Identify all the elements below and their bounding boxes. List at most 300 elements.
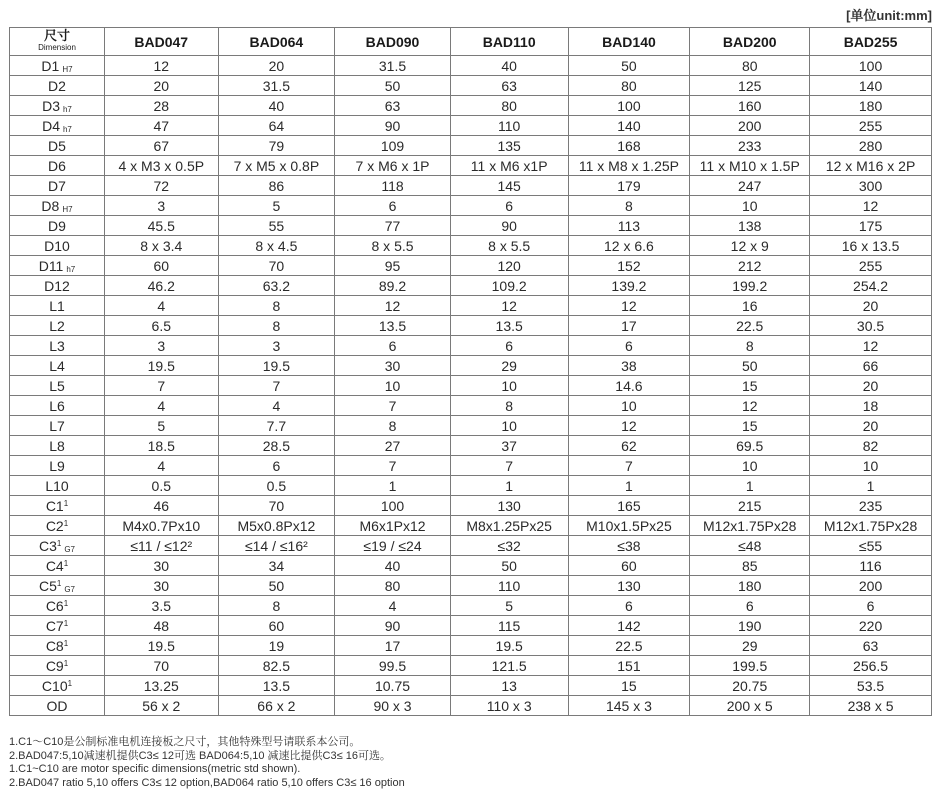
table-cell: 28.5 [218, 436, 335, 456]
table-cell: 1 [690, 476, 810, 496]
table-cell: 7 [335, 396, 451, 416]
table-cell: 3.5 [104, 596, 218, 616]
table-cell: 121.5 [450, 656, 568, 676]
table-row [10, 96, 932, 116]
row-label [10, 436, 105, 456]
table-cell: 254.2 [810, 276, 932, 296]
table-cell: 100 [335, 496, 451, 516]
row-label-tolerance: H7 [62, 64, 73, 74]
table-cell: 100 [568, 96, 690, 116]
table-cell: 7 x M6 x 1P [335, 156, 451, 176]
table-row [10, 596, 932, 616]
table-cell: 30 [104, 556, 218, 576]
table-cell: 115 [450, 616, 568, 636]
table-cell: 17 [568, 316, 690, 336]
table-cell: 180 [810, 96, 932, 116]
table-cell: 12 [810, 196, 932, 216]
table-cell: M4x0.7Px10 [104, 516, 218, 536]
table-cell: 109 [335, 136, 451, 156]
row-label [10, 116, 105, 136]
table-cell: 80 [335, 576, 451, 596]
row-label [10, 616, 105, 636]
table-cell: 13 [450, 676, 568, 696]
table-cell: 50 [568, 56, 690, 76]
table-row [10, 256, 932, 276]
row-label-name: L1 [49, 297, 65, 314]
table-cell: 280 [810, 136, 932, 156]
table-cell: 29 [450, 356, 568, 376]
row-label [10, 676, 105, 696]
table-row [10, 116, 932, 136]
table-row [10, 156, 932, 176]
table-cell: 220 [810, 616, 932, 636]
table-cell: 120 [450, 256, 568, 276]
table-cell: 113 [568, 216, 690, 236]
row-label [10, 316, 105, 336]
table-row [10, 76, 932, 96]
row-label-superscript: 1 [63, 658, 69, 668]
table-cell: 12 x 9 [690, 236, 810, 256]
table-cell: 40 [450, 56, 568, 76]
table-cell: 30.5 [810, 316, 932, 336]
table-cell: 7 [335, 456, 451, 476]
table-cell: ≤48 [690, 536, 810, 556]
table-cell: 256.5 [810, 656, 932, 676]
table-cell: 95 [335, 256, 451, 276]
table-cell: 46 [104, 496, 218, 516]
table-row [10, 436, 932, 456]
row-label-superscript: 1 [56, 538, 62, 548]
row-label-name: L3 [49, 337, 65, 354]
table-cell: 90 x 3 [335, 696, 451, 716]
row-label-superscript: 1 [63, 618, 69, 628]
table-cell: 6 [450, 196, 568, 216]
row-label-name: D6 [48, 157, 66, 174]
table-cell: 6 [568, 596, 690, 616]
table-cell: 212 [690, 256, 810, 276]
row-label-name: D5 [48, 137, 66, 154]
table-cell: 20 [218, 56, 335, 76]
table-row [10, 556, 932, 576]
table-cell: 62 [568, 436, 690, 456]
row-label [10, 96, 105, 116]
table-cell: 8 x 3.4 [104, 236, 218, 256]
table-cell: 10.75 [335, 676, 451, 696]
table-cell: 165 [568, 496, 690, 516]
row-label-tolerance: G7 [64, 584, 75, 594]
table-cell: 235 [810, 496, 932, 516]
table-cell: 118 [335, 176, 451, 196]
table-cell: M12x1.75Px28 [690, 516, 810, 536]
model-header: BAD200 [690, 28, 810, 56]
table-cell: 199.5 [690, 656, 810, 676]
table-cell: 85 [690, 556, 810, 576]
table-cell: 20 [810, 376, 932, 396]
table-cell: 99.5 [335, 656, 451, 676]
row-label [10, 296, 105, 316]
table-cell: 8 [335, 416, 451, 436]
table-cell: 200 [690, 116, 810, 136]
table-cell: 140 [568, 116, 690, 136]
table-cell: 15 [690, 416, 810, 436]
model-header: BAD110 [450, 28, 568, 56]
table-cell: 5 [104, 416, 218, 436]
table-cell: 3 [104, 196, 218, 216]
table-cell: 130 [568, 576, 690, 596]
table-row [10, 396, 932, 416]
table-cell: 13.25 [104, 676, 218, 696]
table-row [10, 356, 932, 376]
row-label-superscript: 1 [63, 498, 69, 508]
table-cell: 19.5 [104, 636, 218, 656]
table-cell: 60 [568, 556, 690, 576]
table-cell: 40 [335, 556, 451, 576]
table-body [10, 56, 932, 716]
table-cell: 11 x M10 x 1.5P [690, 156, 810, 176]
table-cell: 66 [810, 356, 932, 376]
dimension-header-en: Dimension [38, 42, 76, 52]
table-row [10, 516, 932, 536]
table-cell: 10 [568, 396, 690, 416]
table-cell: 82.5 [218, 656, 335, 676]
table-cell: 46.2 [104, 276, 218, 296]
row-label-name: L8 [49, 437, 65, 454]
row-label-superscript: 1 [63, 518, 69, 528]
table-cell: 140 [810, 76, 932, 96]
row-label-name: D1 [41, 57, 60, 74]
table-cell: 15 [690, 376, 810, 396]
table-cell: 215 [690, 496, 810, 516]
table-cell: 60 [218, 616, 335, 636]
table-cell: 77 [335, 216, 451, 236]
row-label-name: C3 [38, 537, 57, 554]
table-cell: 53.5 [810, 676, 932, 696]
table-cell: 30 [335, 356, 451, 376]
table-cell: 50 [335, 76, 451, 96]
table-cell: 8 [568, 196, 690, 216]
table-cell: 7 [104, 376, 218, 396]
row-label-tolerance: h7 [62, 104, 72, 114]
table-cell: 22.5 [568, 636, 690, 656]
table-cell: 6.5 [104, 316, 218, 336]
row-label-name: L6 [49, 397, 65, 414]
table-cell: 5 [450, 596, 568, 616]
table-cell: 7 [218, 376, 335, 396]
table-cell: 18 [810, 396, 932, 416]
row-label [10, 256, 105, 276]
table-cell: 70 [218, 496, 335, 516]
footnote-en-2: 2.BAD047 ratio 5,10 offers C3≤ 12 option,BAD064 ratio 5,10 offers C3≤ 16 option [9, 776, 405, 789]
table-cell: 20 [810, 296, 932, 316]
table-cell: 45.5 [104, 216, 218, 236]
table-cell: 100 [810, 56, 932, 76]
table-row [10, 56, 932, 76]
table-cell: 82 [810, 436, 932, 456]
row-label-name: C10 [41, 677, 68, 694]
table-cell: 7 [568, 456, 690, 476]
table-cell: 1 [450, 476, 568, 496]
table-cell: 1 [810, 476, 932, 496]
table-cell: 16 [690, 296, 810, 316]
table-cell: 31.5 [335, 56, 451, 76]
table-row [10, 576, 932, 596]
table-cell: 12 x M16 x 2P [810, 156, 932, 176]
table-cell: 90 [335, 616, 451, 636]
table-cell: 12 [690, 396, 810, 416]
table-row [10, 456, 932, 476]
table-cell: 72 [104, 176, 218, 196]
table-cell: M6x1Px12 [335, 516, 451, 536]
row-label-tolerance: H7 [62, 204, 73, 214]
row-label-name: L5 [49, 377, 65, 394]
table-cell: 142 [568, 616, 690, 636]
row-label [10, 276, 105, 296]
row-label [10, 496, 105, 516]
table-cell: 6 [450, 336, 568, 356]
table-cell: 0.5 [104, 476, 218, 496]
table-cell: 60 [104, 256, 218, 276]
table-cell: 89.2 [335, 276, 451, 296]
table-cell: 109.2 [450, 276, 568, 296]
table-cell: ≤19 / ≤24 [335, 536, 451, 556]
row-label [10, 576, 105, 596]
row-label-name: D8 [41, 197, 60, 214]
table-cell: 4 x M3 x 0.5P [104, 156, 218, 176]
table-row [10, 616, 932, 636]
table-cell: 6 [690, 596, 810, 616]
table-row [10, 496, 932, 516]
table-cell: ≤38 [568, 536, 690, 556]
row-label-name: OD [46, 697, 68, 714]
table-row [10, 196, 932, 216]
table-cell: 16 x 13.5 [810, 236, 932, 256]
table-cell: 40 [218, 96, 335, 116]
row-label-name: D3 [42, 97, 60, 114]
table-cell: 7 x M5 x 0.8P [218, 156, 335, 176]
table-row [10, 296, 932, 316]
table-cell: 8 [690, 336, 810, 356]
table-cell: 50 [690, 356, 810, 376]
table-cell: 1 [568, 476, 690, 496]
table-row [10, 536, 932, 556]
table-cell: 20 [810, 416, 932, 436]
table-cell: 55 [218, 216, 335, 236]
table-cell: 47 [104, 116, 218, 136]
table-cell: 0.5 [218, 476, 335, 496]
table-cell: 7 [450, 456, 568, 476]
dimension-header [10, 28, 105, 56]
row-label-name: D10 [44, 237, 70, 254]
table-cell: 6 [218, 456, 335, 476]
table-cell: 179 [568, 176, 690, 196]
table-cell: M12x1.75Px28 [810, 516, 932, 536]
table-cell: M10x1.5Px25 [568, 516, 690, 536]
table-cell: 12 [568, 296, 690, 316]
table-cell: 6 [810, 596, 932, 616]
table-row [10, 476, 932, 496]
table-cell: ≤55 [810, 536, 932, 556]
row-label-tolerance: h7 [62, 124, 72, 134]
model-header: BAD090 [335, 28, 451, 56]
model-header: BAD064 [218, 28, 335, 56]
row-label-name: D11 [38, 257, 64, 274]
row-label-superscript: 1 [63, 558, 69, 568]
table-cell: 80 [450, 96, 568, 116]
table-cell: 110 [450, 576, 568, 596]
table-cell: 11 x M8 x 1.25P [568, 156, 690, 176]
table-cell: 64 [218, 116, 335, 136]
row-label [10, 636, 105, 656]
row-label-name: D2 [48, 77, 66, 94]
table-cell: 10 [450, 376, 568, 396]
row-label [10, 196, 105, 216]
table-cell: 20 [104, 76, 218, 96]
table-cell: 4 [218, 396, 335, 416]
footnote-cn-2: 2.BAD047:5,10减速机提供C3≤ 12可选 BAD064:5,10 减速比提供C3≤ 16可选。 [9, 749, 391, 762]
row-label [10, 356, 105, 376]
table-cell: 300 [810, 176, 932, 196]
row-label-tolerance: h7 [66, 264, 76, 274]
row-label-name: D9 [48, 217, 66, 234]
table-row [10, 676, 932, 696]
table-cell: 90 [450, 216, 568, 236]
table-cell: 28 [104, 96, 218, 116]
table-cell: 6 [568, 336, 690, 356]
table-cell: 63 [335, 96, 451, 116]
table-cell: 66 x 2 [218, 696, 335, 716]
table-cell: 200 [810, 576, 932, 596]
table-cell: 34 [218, 556, 335, 576]
table-cell: 90 [335, 116, 451, 136]
table-cell: 12 [810, 336, 932, 356]
table-row [10, 236, 932, 256]
table-cell: 5 [218, 196, 335, 216]
table-cell: 12 [104, 56, 218, 76]
dimension-table [9, 27, 932, 716]
row-label [10, 476, 105, 496]
table-row [10, 656, 932, 676]
table-row [10, 216, 932, 236]
table-cell: 110 [450, 116, 568, 136]
row-label [10, 216, 105, 236]
row-label [10, 176, 105, 196]
row-label-superscript: 1 [63, 598, 69, 608]
row-label [10, 396, 105, 416]
row-label [10, 556, 105, 576]
row-label-name: C2 [45, 517, 64, 534]
row-label-name: C8 [45, 637, 64, 654]
table-cell: 12 x 6.6 [568, 236, 690, 256]
table-cell: 8 x 4.5 [218, 236, 335, 256]
row-label-name: C9 [45, 657, 64, 674]
table-cell: 63.2 [218, 276, 335, 296]
table-cell: 13.5 [218, 676, 335, 696]
table-cell: 247 [690, 176, 810, 196]
footnotes [9, 736, 405, 790]
table-cell: 199.2 [690, 276, 810, 296]
row-label-name: D4 [42, 117, 60, 134]
table-row [10, 176, 932, 196]
unit-label: [单位unit:mm] [846, 8, 932, 23]
table-cell: 175 [810, 216, 932, 236]
table-cell: 70 [104, 656, 218, 676]
table-cell: 19.5 [104, 356, 218, 376]
table-cell: 14.6 [568, 376, 690, 396]
row-label [10, 336, 105, 356]
table-cell: 8 [218, 316, 335, 336]
table-cell: 48 [104, 616, 218, 636]
table-cell: 152 [568, 256, 690, 276]
table-cell: ≤11 / ≤12² [104, 536, 218, 556]
table-cell: 86 [218, 176, 335, 196]
table-cell: 63 [450, 76, 568, 96]
row-label-name: L7 [49, 417, 65, 434]
table-cell: 38 [568, 356, 690, 376]
row-label-superscript: 1 [67, 678, 73, 688]
table-cell: 12 [568, 416, 690, 436]
table-cell: 63 [810, 636, 932, 656]
table-cell: 10 [690, 456, 810, 476]
table-cell: 138 [690, 216, 810, 236]
row-label-name: C4 [45, 557, 64, 574]
row-label-tolerance: G7 [64, 544, 75, 554]
table-cell: 18.5 [104, 436, 218, 456]
table-cell: 70 [218, 256, 335, 276]
row-label-superscript: 1 [56, 578, 62, 588]
table-cell: 110 x 3 [450, 696, 568, 716]
table-cell: 3 [104, 336, 218, 356]
model-header: BAD047 [104, 28, 218, 56]
table-row [10, 316, 932, 336]
table-cell: 13.5 [335, 316, 451, 336]
table-cell: 233 [690, 136, 810, 156]
row-label-name: C5 [38, 577, 57, 594]
table-cell: 22.5 [690, 316, 810, 336]
table-row [10, 376, 932, 396]
row-label-name: L10 [45, 477, 69, 494]
table-cell: 145 x 3 [568, 696, 690, 716]
table-cell: 12 [450, 296, 568, 316]
table-row [10, 336, 932, 356]
table-cell: 10 [690, 196, 810, 216]
table-cell: ≤32 [450, 536, 568, 556]
table-cell: 8 [218, 596, 335, 616]
row-label [10, 536, 105, 556]
row-label [10, 696, 105, 716]
table-cell: 4 [104, 396, 218, 416]
row-label [10, 656, 105, 676]
table-cell: 4 [104, 296, 218, 316]
row-label-name: L9 [49, 457, 65, 474]
table-cell: 8 x 5.5 [335, 236, 451, 256]
table-cell: 135 [450, 136, 568, 156]
footnote-en-1: 1.C1~C10 are motor specific dimensions(metric std shown). [9, 763, 301, 775]
table-cell: 27 [335, 436, 451, 456]
row-label-name: C6 [45, 597, 64, 614]
table-cell: 13.5 [450, 316, 568, 336]
row-label-name: L4 [49, 357, 65, 374]
table-cell: 19.5 [450, 636, 568, 656]
table-cell: 1 [335, 476, 451, 496]
row-label [10, 416, 105, 436]
table-cell: 168 [568, 136, 690, 156]
table-cell: 6 [335, 336, 451, 356]
table-cell: 29 [690, 636, 810, 656]
row-label-name: C1 [45, 497, 64, 514]
table-cell: 238 x 5 [810, 696, 932, 716]
table-cell: 8 [450, 396, 568, 416]
table-cell: 67 [104, 136, 218, 156]
